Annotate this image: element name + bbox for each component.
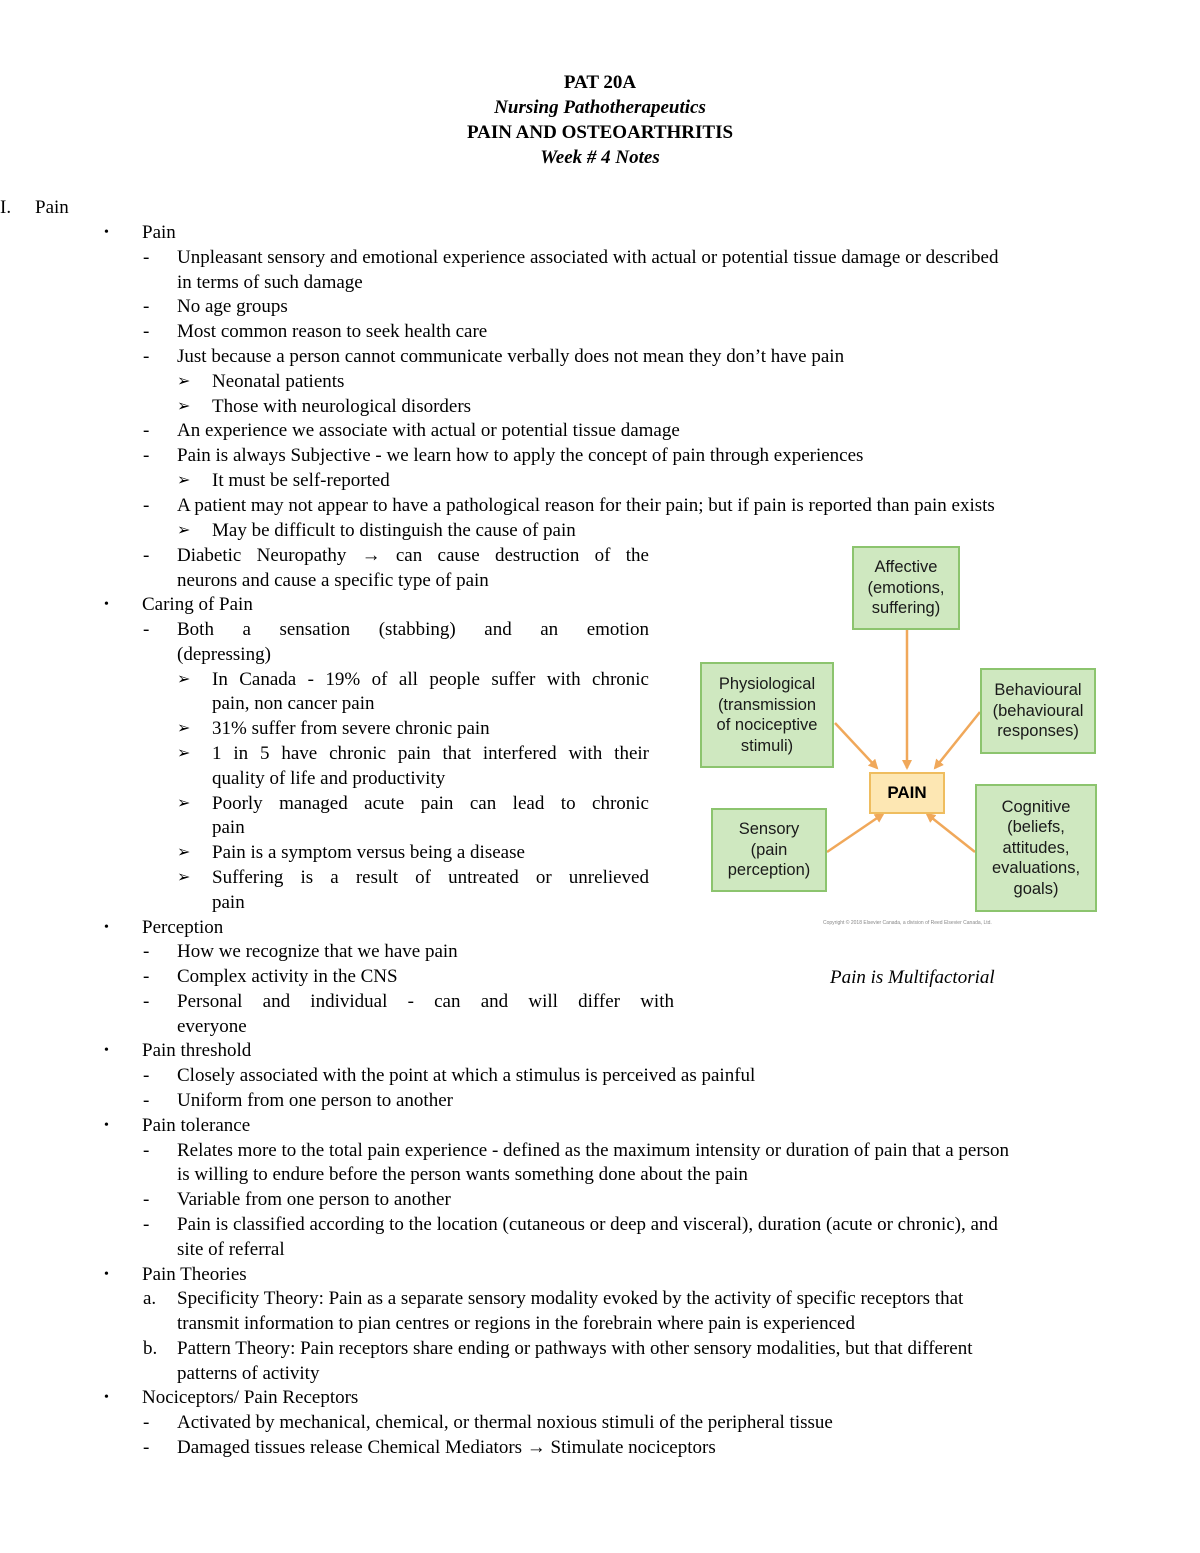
arrow-bullet-icon: ➢: [177, 522, 191, 539]
course-code: PAT 20A: [563, 72, 637, 93]
pain-center-box: PAIN: [869, 772, 945, 814]
bullet-text: Pain: [142, 222, 176, 243]
sensory-box: Sensory (pain perception): [711, 808, 827, 892]
arrow-cognitive: [927, 814, 975, 852]
arrow-bullet-icon: ➢: [177, 720, 191, 737]
arrow-bullet-icon: ➢: [177, 671, 191, 688]
document-header: [0, 70, 1200, 170]
behavioural-box: Behavioural (behavioural responses): [980, 668, 1096, 754]
topic-title: PAIN AND OSTEOARTHRITIS: [466, 122, 734, 143]
arrow-bullet-icon: ➢: [177, 745, 191, 762]
course-subject: Nursing Pathotherapeutics: [494, 97, 706, 118]
theory-marker: b.: [143, 1338, 158, 1359]
copyright-note: Copyright © 2018 Elsevier Canada, a division of Reed Elsevier Canada, Ltd.: [823, 920, 992, 926]
section-title: Pain: [35, 197, 69, 218]
physiological-box: Physiological (transmission of nociceptive stimuli): [700, 662, 834, 768]
week-label: Week # 4 Notes: [540, 147, 660, 168]
arrow-bullet-icon: ➢: [177, 373, 191, 390]
dash-text: Unpleasant sensory and emotional experience associated with actual or potential tissue damage or described: [177, 247, 999, 268]
bullet-glyph: •: [104, 225, 109, 240]
arrow-sensory: [827, 814, 883, 852]
arrow-bullet-icon: ➢: [177, 869, 191, 886]
dash-glyph: -: [143, 247, 150, 268]
section-marker: I.: [0, 197, 12, 218]
figure-caption: Pain is Multifactorial: [830, 967, 995, 988]
arrow-bullet-icon: ➢: [177, 398, 191, 415]
theory-marker: a.: [143, 1288, 157, 1309]
pain-multifactorial-diagram: [695, 540, 1125, 925]
arrow-bullet-icon: ➢: [177, 472, 191, 489]
cognitive-box: Cognitive (beliefs, attitudes, evaluations, goals): [975, 784, 1097, 912]
affective-box: Affective (emotions, suffering): [852, 546, 960, 630]
arrow-bullet-icon: ➢: [177, 844, 191, 861]
arrow-behavioural: [935, 712, 980, 768]
arrow-physiological: [835, 723, 877, 768]
arrow-bullet-icon: ➢: [177, 795, 191, 812]
